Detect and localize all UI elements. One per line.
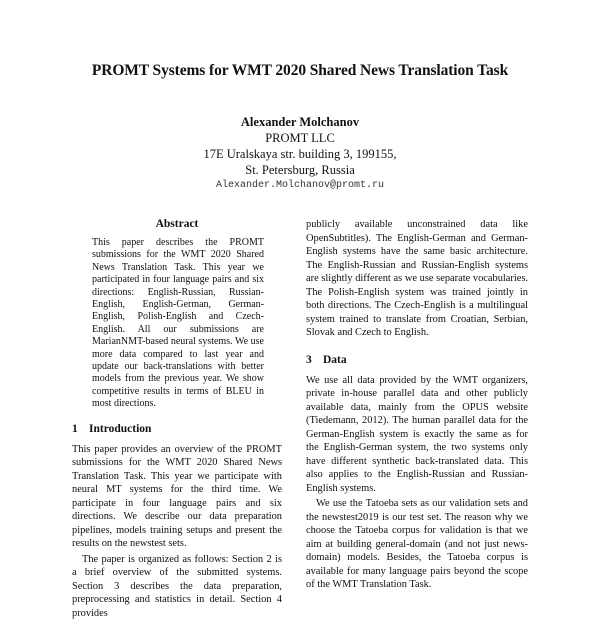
- section-heading-introduction: [72, 423, 282, 435]
- abstract-text: This paper describes the PROMT submissions for the WMT 2020 Shared News Translation Task. This year we participated in four language pairs and six directions: English-Russian, Russian-English, English-German, German-English, Polish-English and Czech-English. All our submissions are MarianNMT-based neural systems. We use more data compared to last year and update our back-translations with better models from the previous year. We show competitive results in terms of BLEU in most directions.: [92, 237, 264, 410]
- author-address-line1: 17E Uralskaya str. building 3, 199155,: [203, 147, 397, 161]
- author-address-line2: St. Petersburg, Russia: [245, 163, 355, 177]
- author-name: Alexander Molchanov: [240, 115, 360, 129]
- author-email[interactable]: Alexander.Molchanov@promt.ru: [215, 180, 385, 191]
- section-heading-data: [306, 354, 528, 366]
- introduction-paragraph-2: The paper is organized as follows: Section 2 is a brief overview of the submitted systems. Section 3 describes the data preparation, preprocessing and statistics in detail. Section 4 provides: [72, 553, 282, 619]
- section-number: 1: [72, 422, 78, 435]
- overview-continued-paragraph: publicly available unconstrained data like OpenSubtitles). The English-German and German-English systems have the same basic architecture. The English-Russian and Russian-English systems are slightly different as we use separate vocabularies. The Polish-English system was trained jointly in both directions. The Czech-English is a multilingual system trained to translate from Croatian, Serbian, Slovak and Czech to English.: [306, 219, 528, 338]
- section-number: 3: [306, 353, 312, 366]
- section-title: Data: [323, 353, 347, 366]
- introduction-paragraph-1: This paper provides an overview of the PROMT submissions for the WMT 2020 Shared News Translation Task. This year we participate with neural MT systems for the third time. We participate in four language pairs and six directions. We describe our data preparation pipelines, models training setups and present the results on the newstest sets.: [72, 443, 282, 550]
- paper-title: PROMT Systems for WMT 2020 Shared News Translation Task: [91, 62, 509, 79]
- abstract-heading: Abstract: [155, 218, 199, 230]
- data-paragraph-1: We use all data provided by the WMT organizers, private in-house parallel data and other publicly available data, mainly from the OPUS website (Tiedemann, 2012). The human parallel data for the German-English system is exactly the same as for the English-German system, the two systems only have different synthetic back-translated data. This also applies to the English-Russian and Russian-English systems.: [306, 374, 528, 494]
- author-block: [0, 114, 600, 194]
- right-column: [306, 218, 528, 592]
- left-column: [72, 218, 282, 620]
- section-title: Introduction: [89, 422, 152, 435]
- author-organization: PROMT LLC: [265, 131, 335, 145]
- data-paragraph-2: We use the Tatoeba sets as our validation sets and the newstest2019 is our test set. The reason why we choose the Tatoeba corpus for validation is that we aim at building general-domain (and not just news-domain) models. Besides, the Tatoeba corpus is available for many language pairs beyond the scope of the WMT Translation Task.: [306, 498, 528, 590]
